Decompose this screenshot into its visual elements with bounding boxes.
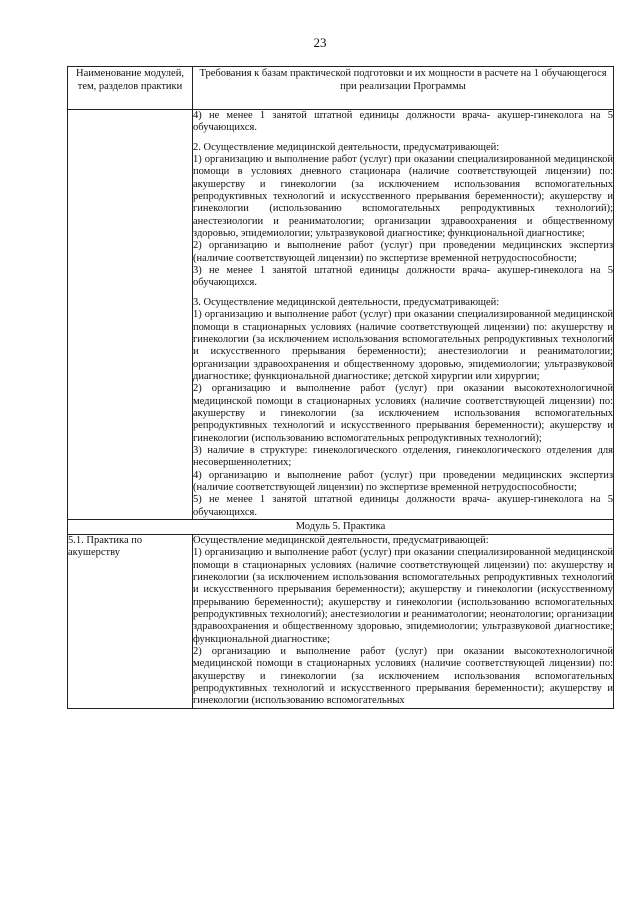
- requirements-block-2: [193, 142, 613, 290]
- paragraph: 2) организацию и выполнение работ (услуг) при оказании высокотехнологичной медицинской помощи в стационарных условиях (наличие соответствующей лицензии) по: акушерству и гинекологии (за исключением использования вспомогательных репродуктивных технологий и искусственного прерывания беременности); акушерству и гинекологии (использованию вспомогательных репродуктивных технологий);: [193, 383, 613, 444]
- table-row: [68, 535, 614, 709]
- paragraph: Осуществление медицинской деятельности, предусматривающей:: [193, 535, 489, 546]
- requirements-table: [67, 66, 614, 709]
- paragraph: 4) не менее 1 занятой штатной единицы должности врача- акушер-гинеколога на 5 обучающихся.: [193, 110, 613, 134]
- paragraph: 1) организацию и выполнение работ (услуг) при оказании специализированной медицинской помощи в стационарных условиях (наличие соответствующей лицензии) по: акушерству и гинекологии (за исключением использования вспомогательных репродуктивных технологий и искусственного прерывания беременности); акушерству и гинекологии (искусственному прерыванию беременности); акушерству и гинекологии (использованию вспомогательных репродуктивных технологий); анестезиологии и реаниматологии; неонатологии; организации здравоохранения и общественному здоровью, эпидемиологии; ультразвуковой диагностике; функциональной диагностике;: [193, 547, 613, 645]
- paragraph: 3) наличие в структуре: гинекологического отделения, гинекологического отделения для несовершеннолетних;: [193, 444, 613, 469]
- table-header-row: [68, 67, 614, 110]
- paragraph: 2. Осуществление медицинской деятельности, предусматривающей:: [193, 141, 500, 153]
- header-requirements: Требования к базам практической подготовки и их мощности в расчете на 1 обучающегося при реализации Программы: [193, 67, 614, 110]
- header-modules: Наименование модулей, тем, разделов практики: [68, 67, 193, 110]
- requirements-block-continued: [193, 110, 613, 135]
- module-title-row: [68, 520, 614, 535]
- empty-module-cell: [68, 110, 193, 520]
- paragraph: 1) организацию и выполнение работ (услуг) при оказании специализированной медицинской помощи в условиях дневного стационара (наличие соответствующей лицензии) по: акушерству и гинекологии (за исключением использования вспомогательных репродуктивных технологий и искусственного прерывания беременности); акушерству и гинекологии (использованию вспомогательных репродуктивных технологий); анестезиологии и реаниматологии; организации здравоохранения и общественному здоровью, эпидемиологии; ультразвуковой диагностике; функциональной диагностике;: [193, 154, 613, 240]
- page-number: 23: [313, 35, 327, 50]
- requirements-block-3: [193, 297, 613, 519]
- table-row: [68, 110, 614, 520]
- requirements-cell: [193, 535, 614, 709]
- paragraph: 2) организацию и выполнение работ (услуг) при проведении медицинских экспертиз (наличие соответствующей лицензии) по экспертизе временной нетрудоспособности;: [193, 240, 613, 264]
- paragraph: 3) не менее 1 занятой штатной единицы должности врача- акушер-гинеколога на 5 обучающихся.: [193, 265, 613, 289]
- paragraph: 5) не менее 1 занятой штатной единицы должности врача- акушер-гинеколога на 5 обучающихся.: [193, 494, 613, 518]
- practice-name-cell: 5.1. Практика по акушерству: [68, 535, 193, 709]
- paragraph: 3. Осуществление медицинской деятельности, предусматривающей:: [193, 296, 500, 308]
- module-title: Модуль 5. Практика: [68, 520, 614, 535]
- paragraph: 1) организацию и выполнение работ (услуг) при оказании специализированной медицинской помощи в стационарных условиях (наличие соответствующей лицензии) по: акушерству и гинекологии (за исключением использования вспомогательных репродуктивных технологий и искусственного прерывания беременности); анестезиологии и реаниматологии; организации здравоохранения и общественному здоровью, эпидемиологии; ультразвуковой диагностике; функциональной диагностике; детской хирургии или хирургии;: [193, 309, 613, 382]
- paragraph: 2) организацию и выполнение работ (услуг) при оказании высокотехнологичной медицинской помощи в стационарных условиях (наличие соответствующей лицензии) по: акушерству и гинекологии (за исключением использования вспомогательных репродуктивных технологий и искусственного прерывания беременности); акушерству и гинекологии (использованию вспомогательных: [193, 646, 613, 707]
- paragraph: 4) организацию и выполнение работ (услуг) при проведении медицинских экспертиз (наличие соответствующей лицензии) по экспертизе временной нетрудоспособности;: [193, 469, 613, 493]
- requirements-cell: [193, 110, 614, 520]
